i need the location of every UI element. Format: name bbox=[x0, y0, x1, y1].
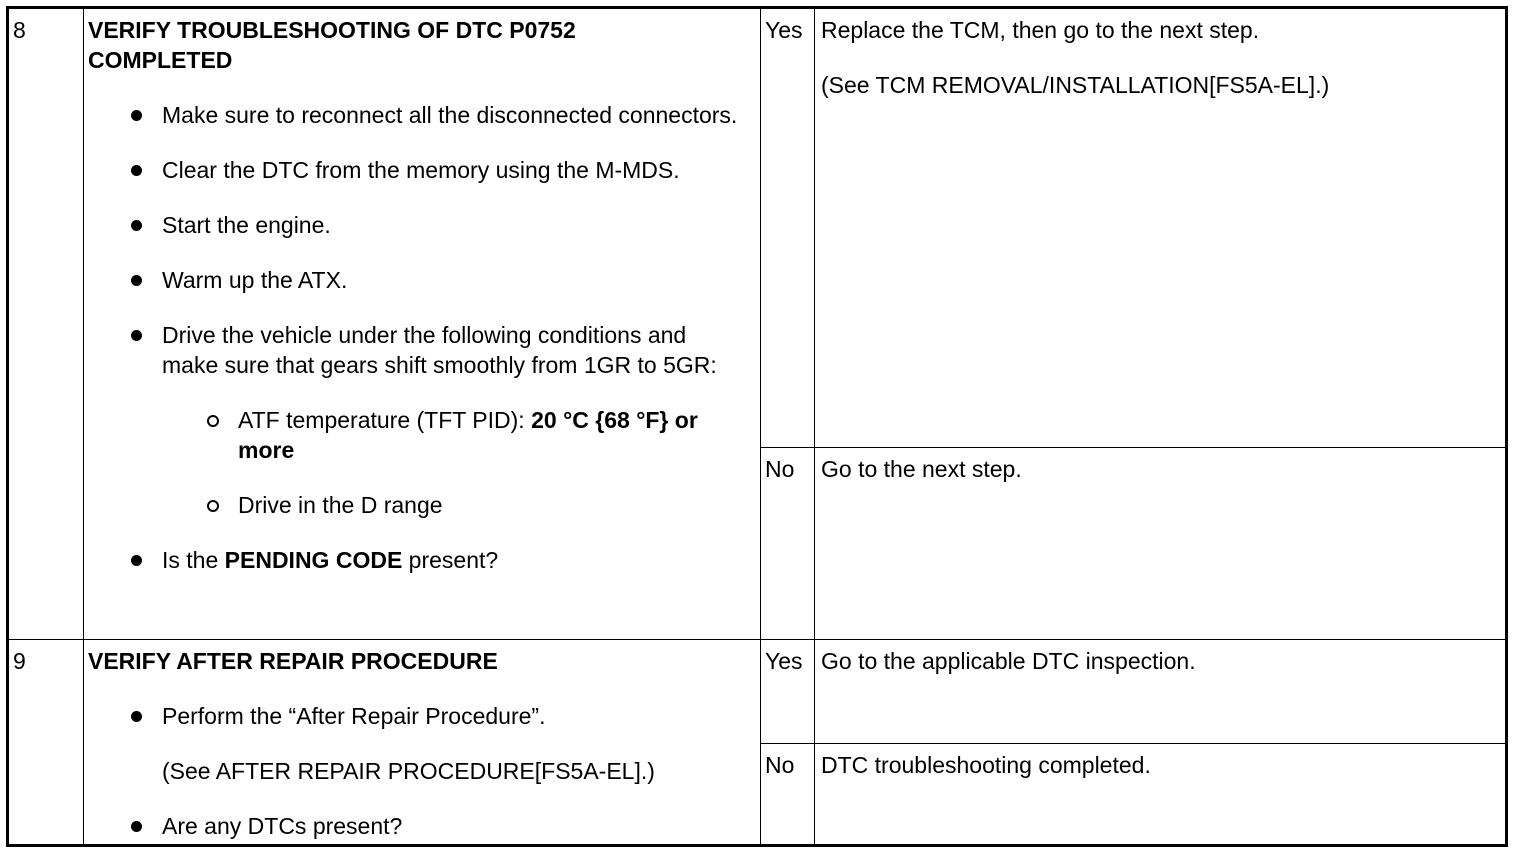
sub-item-text: ATF temperature (TFT PID): bbox=[238, 407, 532, 433]
yes-label: Yes bbox=[765, 648, 803, 674]
step-9-yes-result-cell bbox=[815, 640, 1507, 744]
list-item: Are any DTCs present? bbox=[162, 811, 740, 841]
step-9-action-cell bbox=[84, 640, 761, 846]
question-bold: PENDING CODE bbox=[224, 547, 403, 573]
step-8-yes-label-cell bbox=[761, 8, 815, 448]
troubleshooting-table bbox=[6, 6, 1508, 847]
step-title-line-1: VERIFY TROUBLESHOOTING OF DTC P0752 bbox=[88, 17, 576, 43]
reference-link[interactable]: (See AFTER REPAIR PROCEDURE[FS5A-EL].) bbox=[162, 758, 655, 784]
list-item bbox=[162, 545, 740, 575]
list-item: Warm up the ATX. bbox=[162, 265, 740, 295]
step-8-action-cell bbox=[84, 8, 761, 640]
step-8-action-list bbox=[84, 100, 760, 575]
step-9-yes-label-cell bbox=[761, 640, 815, 744]
step-9-yes-row bbox=[8, 640, 1507, 744]
step-title: VERIFY AFTER REPAIR PROCEDURE bbox=[88, 648, 498, 674]
yes-reference-link[interactable]: (See TCM REMOVAL/INSTALLATION[FS5A-EL].) bbox=[821, 72, 1330, 98]
sub-list-item: Drive in the D range bbox=[238, 490, 700, 520]
step-9-action-list bbox=[84, 701, 760, 841]
list-item: Start the engine. bbox=[162, 210, 740, 240]
list-item: Perform the “After Repair Procedure”. bbox=[162, 701, 740, 731]
no-result-text: DTC troubleshooting completed. bbox=[821, 752, 1151, 778]
yes-label: Yes bbox=[765, 17, 803, 43]
no-label: No bbox=[765, 456, 795, 482]
step-9-number-cell bbox=[8, 640, 84, 846]
list-item: Drive the vehicle under the following conditions and make sure that gears shift smoothly from 1GR to 5GR: bbox=[162, 320, 740, 380]
no-label: No bbox=[765, 752, 795, 778]
list-item: Clear the DTC from the memory using the M-MDS. bbox=[162, 155, 740, 185]
yes-result-text: Go to the applicable DTC inspection. bbox=[821, 648, 1196, 674]
step-9-no-result-cell bbox=[815, 744, 1507, 846]
sub-list-item bbox=[238, 405, 700, 465]
step-number: 8 bbox=[13, 17, 26, 43]
yes-result-text: Replace the TCM, then go to the next step. bbox=[821, 17, 1260, 43]
step-8-yes-row bbox=[8, 8, 1507, 448]
step-title-line-2: COMPLETED bbox=[88, 47, 233, 73]
step-8-no-label-cell bbox=[761, 448, 815, 640]
question-prefix: Is the bbox=[162, 547, 225, 573]
step-8-no-result-cell bbox=[815, 448, 1507, 640]
no-result-text: Go to the next step. bbox=[821, 456, 1022, 482]
step-8-number-cell bbox=[8, 8, 84, 640]
step-number: 9 bbox=[13, 648, 26, 674]
sub-item-bold-text: 20 °C {68 °F} or more bbox=[238, 407, 698, 463]
step-8-yes-result-cell bbox=[815, 8, 1507, 448]
question-suffix: present? bbox=[402, 547, 499, 573]
list-item: Make sure to reconnect all the disconnected connectors. bbox=[162, 100, 740, 130]
step-9-no-label-cell bbox=[761, 744, 815, 846]
step-title bbox=[84, 9, 760, 75]
